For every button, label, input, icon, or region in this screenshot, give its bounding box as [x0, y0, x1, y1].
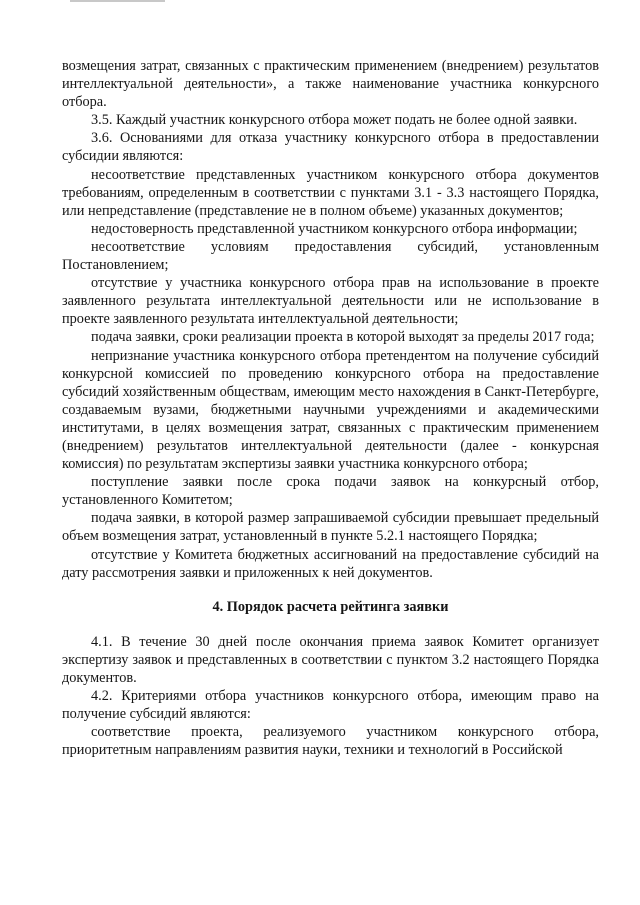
refusal-reason-no-budget: отсутствие у Комитета бюджетных ассигнований на предоставление субсидий на дату рассмотрения заявки и приложенных к ней документов.: [62, 546, 599, 581]
refusal-reason-rights: отсутствие у участника конкурсного отбора прав на использование в проекте заявленного результата интеллектуальной деятельности или не использование в проекте заявленного результата интеллектуальной деятельности;: [62, 275, 599, 328]
paragraph-3-6: 3.6. Основаниями для отказа участнику конкурсного отбора в предоставлении субсидии являются:: [62, 130, 599, 165]
refusal-reason-inaccuracy: недостоверность представленной участником конкурсного отбора информации;: [91, 220, 578, 237]
paragraph-3-5: 3.5. Каждый участник конкурсного отбора может подать не более одной заявки.: [91, 112, 578, 129]
paragraph-continuation: возмещения затрат, связанных с практическим применением (внедрением) результатов интеллектуальной деятельности», а также наименование участника конкурсного отбора.: [62, 58, 599, 111]
refusal-reason-commission: непризнание участника конкурсного отбора претендентом на получение субсидий конкурсной комиссией по проведению конкурсного отбора на предоставление субсидий хозяйственным обществам, имеющим место нахождения в Санкт-Петербурге, создаваемым вузами, бюджетными научными учреждениями и академическими институтами, в целях возмещения затрат, связанных с практическим применением (внедрением) результатов интеллектуальной деятельности (далее - конкурсная комиссия) по результатам экспертизы заявки участника конкурсного отбора;: [62, 347, 599, 473]
criterion-priority-directions: соответствие проекта, реализуемого участником конкурсного отбора, приоритетным направлениям развития науки, техники и технологий в Российской: [62, 724, 599, 759]
refusal-reason-deadline-2017: подача заявки, сроки реализации проекта в которой выходят за пределы 2017 года;: [91, 329, 595, 346]
paragraph-4-2: 4.2. Критериями отбора участников конкурсного отбора, имеющим право на получение субсидий являются:: [62, 688, 599, 723]
refusal-reason-excess-amount: подача заявки, в которой размер запрашиваемой субсидии превышает предельный объем возмещения затрат, установленный в пункте 5.2.1 настоящего Порядка;: [62, 510, 599, 545]
refusal-reason-late-submission: поступление заявки после срока подачи заявок на конкурсный отбор, установленного Комитетом;: [62, 474, 599, 509]
scan-edge-mark: [70, 0, 165, 2]
section-heading: 4. Порядок расчета рейтинга заявки: [212, 598, 449, 615]
paragraph-4-1: 4.1. В течение 30 дней после окончания приема заявок Комитет организует экспертизу заявок и представленных в соответствии с пунктом 3.2 настоящего Порядка документов.: [62, 633, 599, 686]
refusal-reason-conditions: несоответствие условиям предоставления субсидий, установленным Постановлением;: [62, 238, 599, 274]
refusal-reason-documents: несоответствие представленных участником конкурсного отбора документов требованиям, определенным в соответствии с пунктами 3.1 - 3.3 настоящего Порядка, или непредставление (представление не в полном объеме) указанных документов;: [62, 166, 599, 219]
document-text: [62, 57, 599, 759]
